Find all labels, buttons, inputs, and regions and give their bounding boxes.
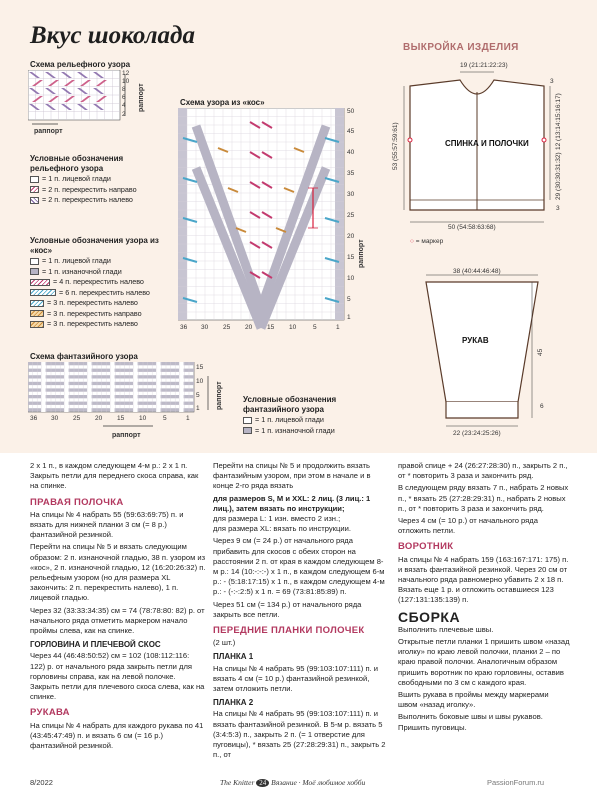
cables-row-15: 15 — [347, 254, 355, 261]
cables-col-10: 10 — [289, 324, 297, 331]
fantasy-col-1: 1 — [186, 415, 190, 422]
relief-row-2: 2 — [122, 111, 126, 118]
text-column-1 — [30, 461, 206, 753]
back-label: СПИНКА И ПОЛОЧКИ — [445, 139, 529, 148]
cross3-left-orange-swatch — [30, 321, 44, 328]
armhole-dim: 12 (13:14:15:16:17) — [555, 93, 562, 150]
cables-row-45: 45 — [347, 128, 355, 135]
col2-size-sm: для размеров S, M и XXL: 2 лиц. (3 лиц.: 1 лиц.), затем вязать по инструкции; — [213, 493, 371, 513]
sleeve-top-dim: 38 (40:44:46:48) — [453, 268, 501, 275]
relief-rapport-h: раппорт — [34, 128, 63, 135]
text-column-3 — [398, 461, 570, 735]
assembly-p1: Выполнить плечевые швы. — [398, 624, 494, 634]
sleeve-label: РУКАВ — [462, 336, 489, 345]
fantasy-row-15: 15 — [196, 364, 204, 371]
cables-legend-item: = 1 п. лицевой глади — [30, 256, 175, 267]
cables-row-40: 40 — [347, 149, 355, 156]
relief-row-10: 10 — [122, 78, 130, 85]
col2-size-l: для размера L: 1 изн. вместо 2 изн.; — [213, 514, 341, 524]
fantasy-col-15: 15 — [117, 415, 125, 422]
col2-p1: Перейти на спицы № 5 и продолжить вязать фантазийным узором, при этом в начале и в конце 2-го ряда вязать — [213, 461, 371, 491]
rib-dim: 3 — [556, 205, 560, 212]
col1-intro: 2 х 1 п., в каждом следующем 4-м р.: 2 х 1 п. Закрыть петли для переднего скоса справа, как на спинке. — [30, 461, 199, 491]
cables-row-1: 1 — [347, 314, 351, 321]
sleeve-title: РУКАВА — [30, 707, 70, 719]
fantasy-legend-item: = 1 п. лицевой глади — [243, 415, 383, 426]
top-width-dim: 19 (21:21:22:23) — [460, 62, 508, 69]
cross3-left-swatch — [30, 300, 44, 307]
fantasy-col-10: 10 — [139, 415, 147, 422]
cables-col-25: 25 — [223, 324, 231, 331]
sleeve-cuff-dim: 6 — [540, 403, 544, 410]
neck-title: ГОРЛОВИНА И ПЛЕЧЕВОЙ СКОС — [30, 640, 161, 650]
fantasy-heading: Схема фантазийного узора — [30, 352, 138, 361]
knit-swatch — [243, 417, 252, 424]
cables-row-30: 30 — [347, 191, 355, 198]
plank2-title: ПЛАНКА 2 — [213, 698, 254, 708]
cables-row-10: 10 — [347, 275, 355, 282]
plank1-title: ПЛАНКА 1 — [213, 652, 254, 662]
fantasy-col-36: 36 — [30, 415, 38, 422]
relief-legend-item: = 2 п. перекрестить направо — [30, 185, 170, 196]
watermark: PassionForum.ru — [487, 778, 545, 787]
sleeve-schematic — [420, 270, 550, 440]
assembly-p2: Открытые петли планки 1 пришить швом «назад иголку» по краю левой полочки, планки 2 – по краю правой полочки. Аналогичным образом пришить воротник по краю горловины, оставив свободными по 3 см с каждого края. — [398, 637, 570, 687]
cables-col-30: 30 — [201, 324, 209, 331]
right-front-p2: Перейти на спицы № 5 и вязать следующим образом: 2 п. изнаночной гладью, 38 п. узором из «кос», 2 п. изнаночной гладью, 12 (16:20:26:32) п. рельефным узором (но для размера XL закончить: 2 п. перекрестить налево), 1 п. лицевой гладью. — [30, 542, 206, 603]
marker-legend: ○ = маркер — [410, 238, 444, 245]
cross3-right-swatch — [30, 310, 44, 317]
fantasy-col-25: 25 — [73, 415, 81, 422]
plank-qty: (2 шт.) — [213, 638, 236, 648]
footer-page: 24 — [256, 779, 269, 787]
assembly-p4: Выполнить боковые швы и швы рукавов. Пришить пуговицы. — [398, 712, 543, 732]
cables-legend-item: = 4 п. перекрестить налево — [30, 277, 175, 288]
col3-p1: правой спице + 24 (26:27:28:30) п., закрыть 2 п., от * повторить 3 раза и закончить ряд. — [398, 461, 568, 481]
cross6-left-swatch — [30, 289, 56, 296]
right-front-p1: На спицы № 4 набрать 55 (59:63:69:75) п. и вязать для нижней планки 3 см (= 8 р.) фантазийной резинкой. — [30, 509, 184, 540]
fantasy-rapport-h: раппорт — [112, 432, 141, 439]
cables-rapport: раппорт — [358, 239, 365, 268]
relief-row-8: 8 — [122, 86, 126, 93]
cables-row-50: 50 — [347, 108, 355, 115]
knit-swatch — [30, 258, 39, 265]
cables-col-20: 20 — [245, 324, 253, 331]
bottom-width-dim: 50 (54:58:63:68) — [448, 224, 496, 231]
cables-heading: Схема узора из «кос» — [180, 98, 265, 107]
footer-tagline: Вязание · Моё любимое хобби — [271, 778, 366, 787]
sleeve-p: На спицы № 4 набрать для каждого рукава по 41 (43:45:47:49) п. и вязать 6 см (= 16 р.) фантазийной резинкой. — [30, 720, 204, 751]
cables-col-36: 36 — [180, 324, 188, 331]
cables-legend-item: = 3 п. перекрестить налево — [30, 298, 175, 309]
knit-swatch — [30, 176, 39, 183]
cables-legend-item: = 3 п. перекрестить налево — [30, 319, 175, 330]
fantasy-legend-item: = 1 п. изнаночной глади — [243, 426, 383, 437]
fantasy-row-5: 5 — [196, 392, 200, 399]
col3-p3: Через 4 см (= 10 р.) от начального ряда отложить петли. — [398, 516, 538, 536]
cables-legend-item: = 6 п. перекрестить налево — [30, 288, 175, 299]
cables-row-5: 5 — [347, 296, 351, 303]
fantasy-legend — [243, 395, 383, 436]
plank-title: ПЕРЕДНИЕ ПЛАНКИ ПОЛОЧЕК — [213, 625, 365, 637]
marker-icon: ○ — [410, 238, 414, 245]
right-front-title: ПРАВАЯ ПОЛОЧКА — [30, 496, 124, 508]
page-title: Вкус шоколада — [30, 22, 195, 49]
assembly-p3: Вшить рукава в проймы между маркерами швом «назад иголку». — [398, 690, 549, 710]
purl-swatch — [243, 427, 252, 434]
cross4-left-swatch — [30, 279, 50, 286]
right-front-p3: Через 32 (33:33:34:35) см = 74 (78:78:80: 82) р. от начального ряда отметить маркером начало проймы слева, как на спинке. — [30, 605, 205, 636]
fantasy-col-5: 5 — [163, 415, 167, 422]
fantasy-col-30: 30 — [51, 415, 59, 422]
footer-line — [220, 778, 365, 787]
cross-left-swatch — [30, 197, 39, 204]
col2-p3: Через 51 см (= 134 р.) от начального ряда закрыть все петли. — [213, 599, 362, 619]
relief-legend — [30, 154, 170, 206]
col2-size-xl: для размера XL: вязать по инструкции. — [213, 524, 351, 534]
col3-p2: В следующем ряду вязать 7 п., набрать 2 новых п., * вязать 25 (27:28:29:31) п., набрать 2 новых п., от * повторить 3 раза и закончить ряд. — [398, 483, 569, 513]
relief-rapport-v: раппорт — [138, 83, 145, 112]
cables-row-25: 25 — [347, 212, 355, 219]
sleeve-len-dim: 45 — [537, 348, 544, 356]
plank1-p: На спицы № 4 набрать 95 (99:103:107:111) п. и вязать 4 см (= 10 р.) фантазийной резинкой, затем отложить петли. — [213, 663, 379, 694]
cables-col-15: 15 — [267, 324, 275, 331]
sleeve-bottom-dim: 22 (23:24:25:26) — [453, 430, 501, 437]
relief-legend-title: Условные обозначения рельефного узора — [30, 154, 124, 173]
neck-depth-dim: 3 — [550, 78, 554, 85]
relief-row-6: 6 — [122, 94, 126, 101]
relief-heading: Схема рельефного узора — [30, 60, 131, 69]
assembly-title: СБОРКА — [398, 608, 461, 625]
schematic-heading: ВЫКРОЙКА ИЗДЕЛИЯ — [403, 42, 519, 53]
relief-legend-item: = 1 п. лицевой глади — [30, 174, 170, 185]
collar-p: На спицы № 4 набрать 159 (163:167:171: 175) п. и вязать фантазийной резинкой. Через 20 см от начального ряда равномерно убавить 2 х 18 п. Вязать еще 1 р. и отложить оставшиеся 123 (127:131:135:139) п. — [398, 554, 569, 605]
cross-right-swatch — [30, 186, 39, 193]
height-dim: 53 (55:57:59:61) — [392, 122, 399, 170]
fantasy-rapport-v: раппорт — [216, 381, 223, 410]
collar-title: ВОРОТНИК — [398, 541, 454, 553]
plank2-p: На спицы № 4 набрать 95 (99:103:107:111) п. и вязать фантазийной резинкой. В 5-м р. вязать 5 (3:4:5:3) п., закрыть 2 п. (= 1 отверстие для пуговицы), * вязать 25 (27:28:29:31) п., закрыть 2 п., от — [213, 709, 386, 760]
cables-legend-item: = 1 п. изнаночной глади — [30, 267, 175, 278]
cables-col-1: 1 — [336, 324, 340, 331]
cables-legend — [30, 236, 175, 330]
col2-p2: Через 9 см (= 24 р.) от начального ряда прибавить для скосов с обеих сторон на расстоянии 2 п. от края в каждом следующем 8-м р.: 14 (10:-:-:-) х 1 п., в каждом следующем 6-м р.: - (5:18:17:15) х 1 п., в каждом следующем 4-м р.: - (-:-:2:5) х 1 п. = 69 (73:81:85:89) п. — [213, 536, 385, 597]
side-dim: 29 (30:30:31:32) — [555, 152, 562, 200]
footer-brand: The Knitter — [220, 778, 255, 787]
text-column-2 — [213, 461, 388, 762]
neck-p: Через 44 (46:48:50:52) см = 102 (108:112:116: 122) р. от начального ряда закрыть петли для горловины справа, как на левой полочке. Закрыть петли для плечевого скоса слева, как на спинке. — [30, 651, 205, 702]
fantasy-col-20: 20 — [95, 415, 103, 422]
relief-legend-item: = 2 п. перекрестить налево — [30, 195, 170, 206]
footer-issue: 8/2022 — [30, 778, 53, 787]
fantasy-row-1: 1 — [196, 405, 200, 412]
cables-chart — [178, 108, 378, 340]
cables-legend-item: = 3 п. перекрестить направо — [30, 309, 175, 320]
fantasy-legend-title: Условные обозначения фантазийного узора — [243, 395, 337, 414]
cables-legend-title: Условные обозначения узора из «кос» — [30, 236, 159, 255]
cables-col-5: 5 — [313, 324, 317, 331]
cables-row-35: 35 — [347, 170, 355, 177]
relief-row-12: 12 — [122, 70, 130, 77]
fantasy-row-10: 10 — [196, 378, 204, 385]
relief-row-4: 4 — [122, 102, 126, 109]
cables-row-20: 20 — [347, 233, 355, 240]
purl-swatch — [30, 268, 39, 275]
